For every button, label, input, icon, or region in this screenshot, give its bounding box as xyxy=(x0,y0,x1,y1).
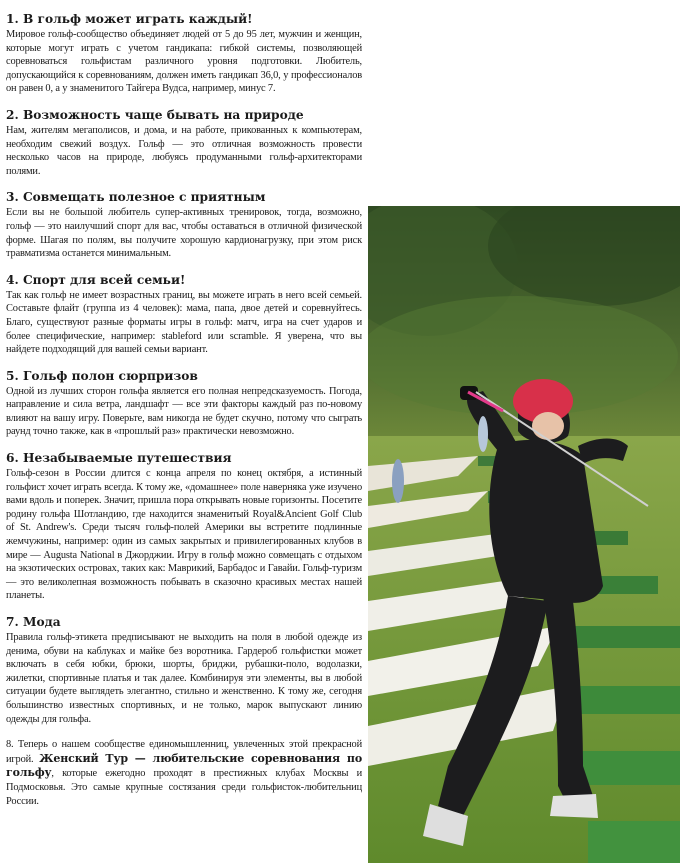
section-heading: 7. Мода xyxy=(6,615,61,629)
section-heading: 4. Спорт для всей семьи! xyxy=(6,272,186,287)
section-1 xyxy=(6,12,362,96)
section-heading: 2. Возможность чаще бывать на природе xyxy=(6,107,304,122)
section-heading: 5. Гольф полон сюрпризов xyxy=(6,368,198,383)
section-heading: 6. Незабываемые путешествия xyxy=(6,451,232,466)
womens-tour-highlight: Женский Тур — любительские соревнования по гольфу xyxy=(6,751,363,780)
section-text: Гольф-сезон в России длится с конца апреля по конец октября, а истинный гольфист хочет играть всегда. К тому же, «домашнее» поле наверняка уже изучено вами вдоль и поперек. Значит, пришла пора открывать новые горизонты. Посетите родину гольфа Шотландию, где находится знаменитый Royal&Ancient Golf Club of St. Andrew's. Среди тысяч гольф-полей Америки вы встретите подлинные жемчужины, например: один из самых закрытых и привилегированных клубов в мире — Augusta National в Джорджии. Игру в гольф можно совмещать с отдыхом на экзотических островах, таких как: Маврикий, Барбадос и Гавайи. Гольф-туризм — это великолепная возможность побывать в сказочно красивых местах нашей планеты. xyxy=(6,468,362,602)
section-text: Одной из лучших сторон гольфа является его полная непредсказуемость. Погода, направление и сила ветра, ландшафт — все эти факторы каждый раз по-новому влияют на вашу игру. Поверьте, вам никогда не будет скучно, потому что сыграть раунд точно также, как в «прошлый раз» практически невозможно. xyxy=(6,385,362,438)
final-intro: 8. Теперь о нашем сообществе единомышленниц, увлеченных этой прекрасной игрой. xyxy=(6,739,362,765)
final-paragraph xyxy=(6,738,362,808)
section-text: Так как гольф не имеет возрастных границ, вы можете играть в него всей семьей. Составьте флайт (группа из 4 человек): мама, папа, двое детей и соревнуйтесь. Благо, существуют разные форматы игры в гольф: матч, игра на счет ударов и более специфические, например: stableford или scramble. Я уверена, что вы найдете подходящий для вашей семьи вариант. xyxy=(6,289,362,356)
section-6 xyxy=(6,451,362,603)
section-heading: 1. В гольф может играть каждый! xyxy=(6,12,253,26)
section-8 xyxy=(6,738,362,808)
section-2 xyxy=(6,108,362,178)
final-outro: , которые ежегодно проходят в престижных клубах Москвы и Подмосковья. Это самые крупные состязания среди гольфисток-любительниц России. xyxy=(6,768,362,807)
golfer-photo xyxy=(368,206,680,863)
section-heading: 3. Совмещать полезное с приятным xyxy=(6,190,266,205)
section-text: Правила гольф-этикета предписывают не выходить на поля в любой одежде из денима, обуви на каблуках и майке без воротника. Гардероб гольфистки может включать в себя юбки, брюки, шорты, бриджи, рубашки-поло, водолазки, жилетки, спортивные платья и так далее. Комбинируя эти элементы, вы в любой ситуации будете выглядеть элегантно, стильно и женственно. К тому же, сегодня большинство известных спортивных, и не только, марок выпускают линию одежды для гольфа. xyxy=(6,632,362,725)
section-5 xyxy=(6,369,362,439)
section-text: Мировое гольф-сообщество объединяет людей от 5 до 95 лет, мужчин и женщин, которые могут играть с учетом гандикапа: гибкой системы, позволяющей соревноваться гольфистам различного уровня подготовки. Любитель, допускающийся к соревнованиям, должен иметь гандикап 36,0, у профессионалов он равен 0, а у знаменитого Тайгера Вудса, например, минус 7. xyxy=(6,29,362,95)
section-3 xyxy=(6,190,362,260)
section-4 xyxy=(6,273,362,357)
article-column xyxy=(6,12,362,820)
section-text: Нам, жителям мегаполисов, и дома, и на работе, прикованных к компьютерам, необходим свежий воздух. Гольф — это отличная возможность провести несколько часов на природе, любуясь продуманными гольф-архитекторами полями. xyxy=(6,124,362,177)
golfer-illustration xyxy=(368,206,680,863)
section-text: Если вы не большой любитель супер-активных тренировок, тогда, возможно, гольф — это наилучший спорт для вас, чтобы оставаться в отличной физической форме. Шагая по полям, вы получите хорошую кардионагрузку, при этом риск травматизма останется минимальным. xyxy=(6,207,362,260)
section-7 xyxy=(6,615,362,726)
